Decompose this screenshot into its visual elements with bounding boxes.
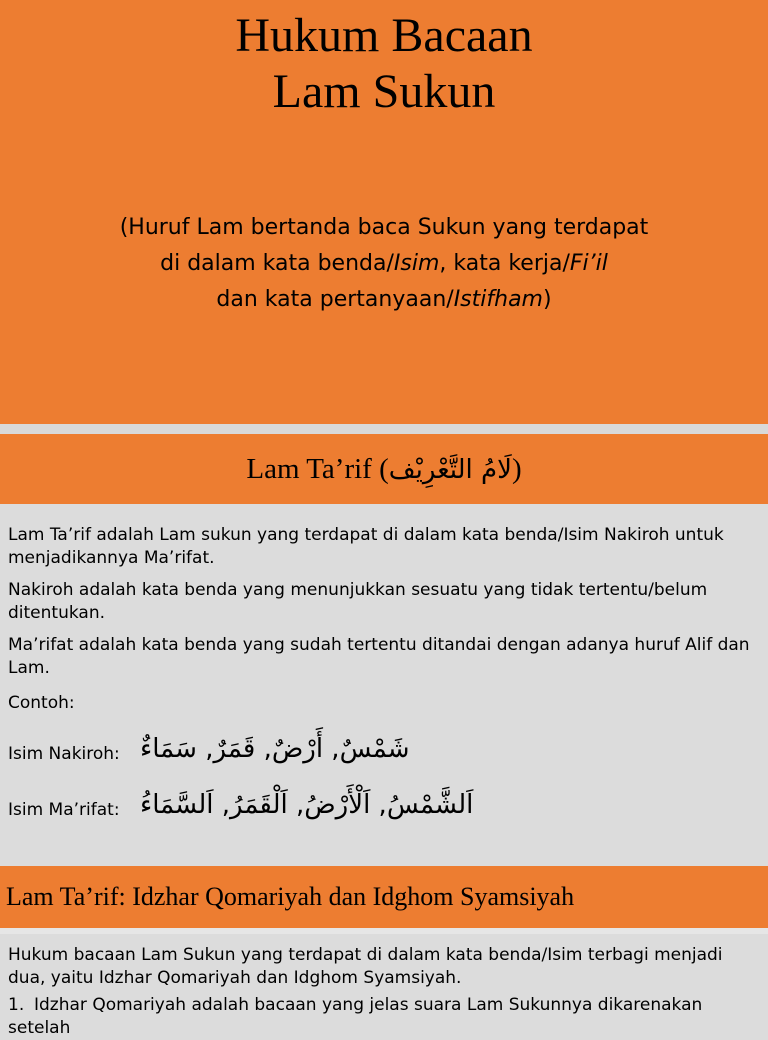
subtitle-text: dan kata pertanyaan/: [216, 287, 454, 312]
subtitle-italic: Istifham: [453, 287, 543, 312]
section2-body: [0, 934, 768, 1038]
section1-heading-close: ): [511, 453, 522, 485]
page-title: [0, 8, 768, 120]
section1-heading-arabic: لَامُ التَّعْرِيْف: [388, 455, 512, 485]
subtitle: [40, 210, 728, 318]
section2-paragraph-1: Hukum bacaan Lam Sukun yang terdapat di dalam kata benda/Isim terbagi menjadi dua, yaitu Idzhar Qomariyah dan Idghom Syamsiyah.: [8, 945, 723, 988]
section2-heading: Lam Ta’rif: Idzhar Qomariyah dan Idghom Syamsiyah: [0, 866, 768, 928]
paragraph-3: Ma’rifat adalah kata benda yang sudah tertentu ditandai dengan adanya huruf Alif dan Lam.: [8, 635, 750, 678]
title-slide: [0, 0, 768, 424]
list-item-text: Idzhar Qomariyah adalah bacaan yang jelas suara Lam Sukunnya dikarenakan setelah: [8, 995, 703, 1038]
subtitle-line-3: [40, 282, 728, 318]
paragraph-2: Nakiroh adalah kata benda yang menunjukkan sesuatu yang tidak tertentu/belum ditentukan.: [8, 580, 708, 623]
slide-divider: [0, 424, 768, 434]
list-item-1: [0, 994, 768, 1040]
subtitle-text: (Huruf Lam bertanda baca Sukun yang terdapat: [119, 215, 649, 240]
subtitle-text: ): [542, 287, 552, 312]
example-nakiroh-arabic: شَمْسٌ, أَرْضٌ, قَمَرٌ, سَمَاءٌ: [140, 734, 410, 764]
example-nakiroh-label: Isim Nakiroh:: [8, 744, 120, 764]
paragraph-contoh: Contoh:: [8, 693, 75, 713]
subtitle-text: di dalam kata benda/: [160, 251, 394, 276]
section1-heading: [0, 434, 768, 504]
subtitle-line-2: [40, 246, 728, 282]
section1-body: [0, 504, 768, 866]
paragraph-1: Lam Ta’rif adalah Lam sukun yang terdapat di dalam kata benda/Isim Nakiroh untuk menjadikannya Ma’rifat.: [8, 525, 724, 568]
subtitle-text: , kata kerja/: [439, 251, 570, 276]
example-marifat-label: Isim Ma’rifat:: [8, 800, 120, 820]
section1-heading-text: Lam Ta’rif (: [246, 453, 389, 485]
list-item-number: 1.: [8, 995, 25, 1015]
subtitle-italic: Fi’il: [569, 251, 608, 276]
example-marifat-arabic: اَلشَّمْسُ, اَلْأَرْضُ, اَلْقَمَرُ, اَلسَّمَاءُ: [140, 790, 474, 820]
title-line-1: Hukum Bacaan: [235, 9, 533, 62]
subtitle-italic: Isim: [393, 251, 440, 276]
subtitle-line-1: [40, 210, 728, 246]
title-line-2: Lam Sukun: [272, 65, 496, 118]
